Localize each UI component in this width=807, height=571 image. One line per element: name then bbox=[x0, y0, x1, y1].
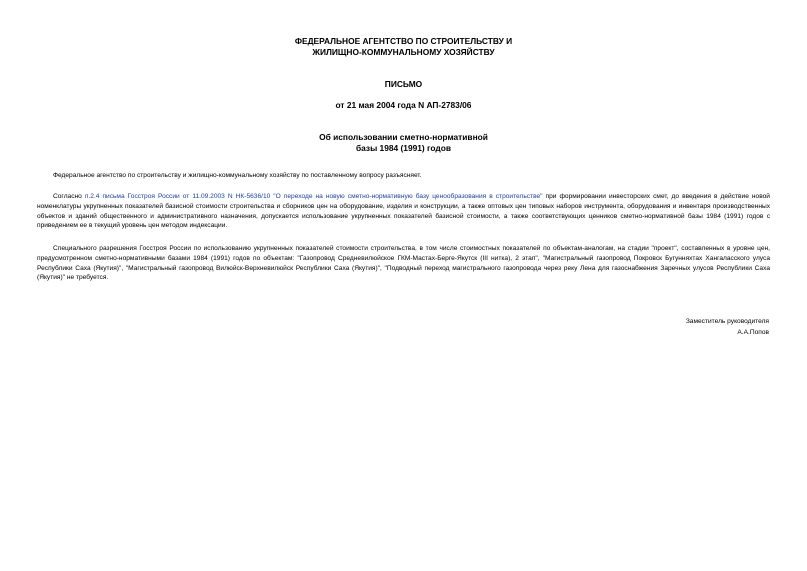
paragraph-intro: Федеральное агентство по строительству и жилищно-коммунальному хозяйству по поставленному вопросу разъясняет. bbox=[53, 172, 422, 179]
paragraph-main-rest: при формировании инвесторских смет, до введения в действие новой номенклатуры укрупненных показателей базисной стоимости строительства и сборников цен на оборудование, изделия и конструкции, а также оптовых цен типовых наборов инструмента, оборудования и инвентаря производственных объектов и зданий общественного и административного назначения, допускается использование укрупненных показателей базисной стоимости, а также соответствующих ценников сметно-нормативной базы 1984 (1991) годов с приведением ее в текущий уровень цен методом индексации. bbox=[37, 193, 770, 230]
document-date-number: от 21 мая 2004 года N АП-2783/06 bbox=[335, 100, 472, 110]
agency-name-line1: ФЕДЕРАЛЬНОЕ АГЕНТСТВО ПО СТРОИТЕЛЬСТВУ И bbox=[294, 36, 513, 46]
subject-line2: базы 1984 (1991) годов bbox=[355, 143, 452, 153]
paragraph-main bbox=[37, 192, 770, 231]
signature-block bbox=[686, 317, 769, 338]
document-type: ПИСЬМО bbox=[384, 79, 423, 89]
paragraph-main-prefix: Согласно bbox=[53, 193, 85, 200]
paragraph-objects: Специального разрешения Госстроя России по использованию укрупненных показателей стоимости строительства, в том числе стоимостных показателей по объектам-аналогам, на стадии "проект", составленных в уровне цен, предусмотренном сметно-нормативными базами 1984 (1991) годов по объектам: "Газопровод Средневилюйское ГКМ-Мастах-Берге-Якутск (III нитка), 2 этап", "Магистральный газопровод Покровск Бугунняхтах Хангаласского улуса Республики Саха (Якутия)", "Магистральный газопровод Вилюйск-Верхневилюйск Республики Саха (Якутия)", "Подводный переход магистрального газопровода через реку Лена для газоснабжения Заречных улусов Республики Саха (Якутия)" не требуется. bbox=[37, 245, 770, 282]
agency-name-line2: ЖИЛИЩНО-КОММУНАЛЬНОМУ ХОЗЯЙСТВУ bbox=[312, 47, 495, 57]
agency-name bbox=[0, 36, 807, 58]
signatory-position: Заместитель руководителя bbox=[685, 318, 769, 325]
document-subject bbox=[0, 132, 807, 154]
signatory-name: А.А.Попов bbox=[737, 328, 769, 336]
reference-link[interactable]: п.2.4 письма Госстроя России от 11.09.2003 N НК-5636/10 "О переходе на новую сметно-нормативную базу ценообразования в строительстве" bbox=[84, 193, 543, 200]
subject-line1: Об использовании сметно-нормативной bbox=[319, 132, 488, 142]
